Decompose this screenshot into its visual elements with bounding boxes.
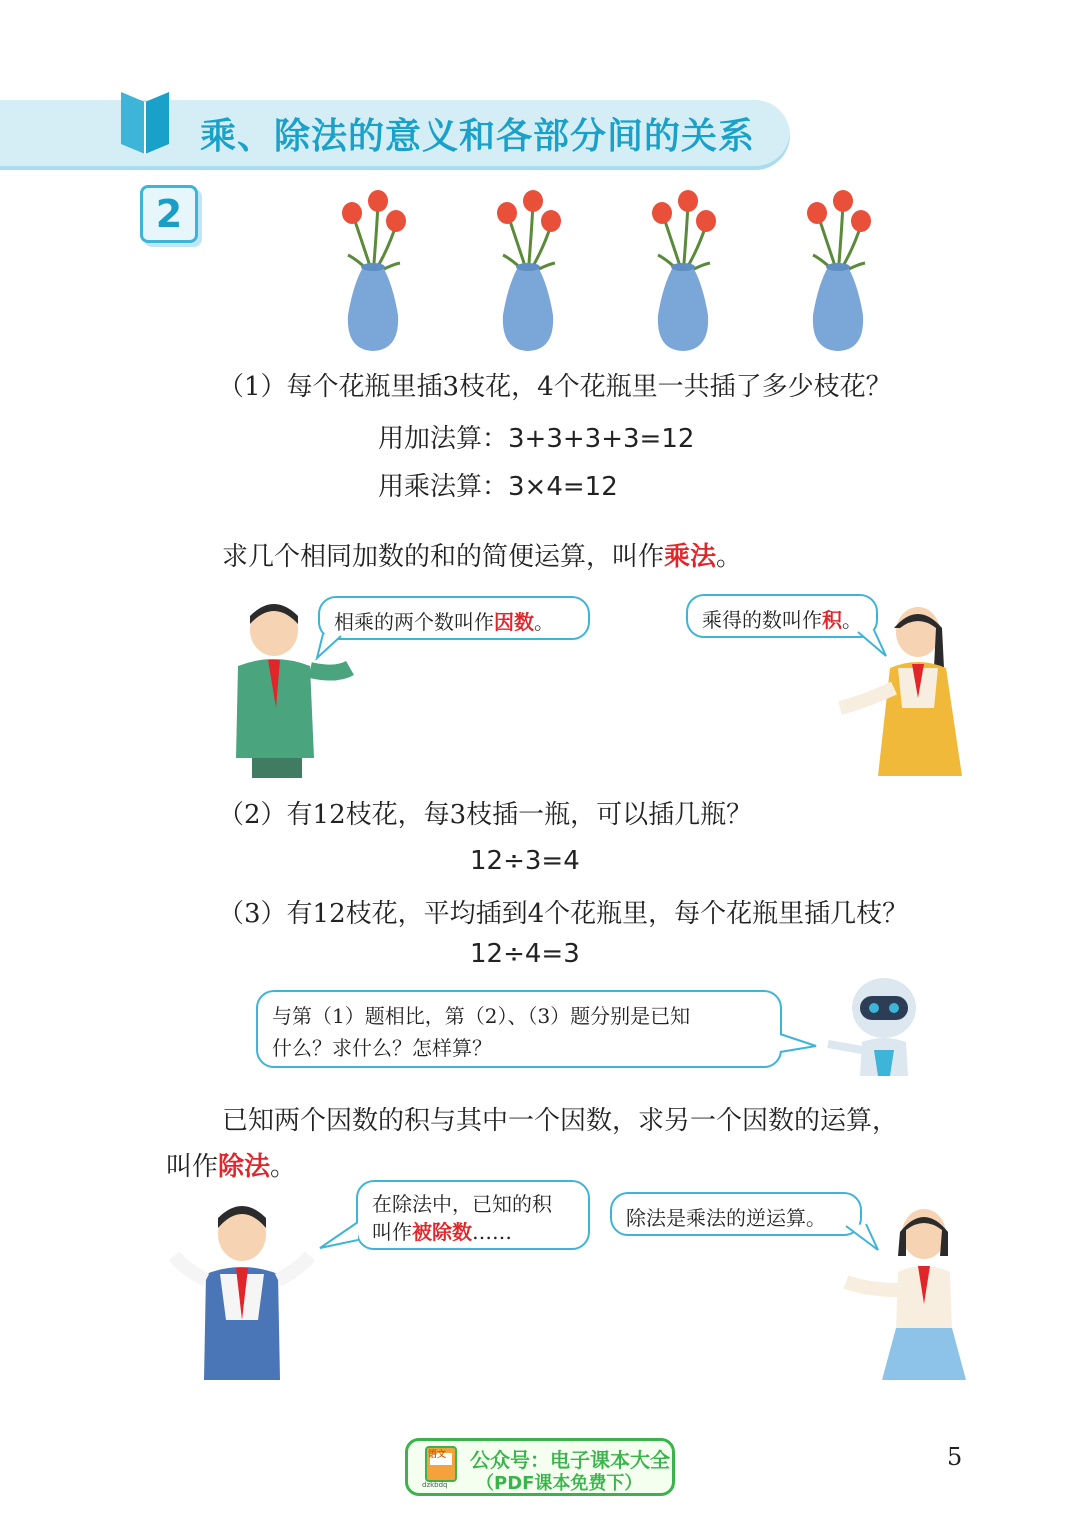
bubble-punct: 。 <box>842 608 862 632</box>
multiplication-expression: 3×4=12 <box>508 472 618 502</box>
division-definition-line2 <box>166 1146 296 1183</box>
girl-illustration <box>834 598 964 778</box>
bubble-line <box>372 1218 574 1246</box>
watermark-badge <box>405 1438 675 1496</box>
bubble-text: 相乘的两个数叫作 <box>334 610 494 634</box>
bubble-punct: …… <box>472 1220 512 1244</box>
multiplication-definition <box>222 536 742 573</box>
term-factor: 因数 <box>494 610 534 634</box>
page-number: 5 <box>947 1443 963 1471</box>
bubble-tail <box>318 1216 358 1256</box>
bubble-tail <box>778 1026 818 1066</box>
q3-expression: 12÷4=3 <box>470 939 580 969</box>
q2-expression: 12÷3=4 <box>470 846 580 876</box>
division-definition-line1: 已知两个因数的积与其中一个因数，求另一个因数的运算， <box>222 1106 899 1136</box>
speech-bubble-robot <box>256 990 782 1068</box>
watermark-line1: 公众号：电子课本大全 <box>470 1448 670 1472</box>
term-product: 积 <box>822 608 842 632</box>
watermark-icon-text: 语文 <box>428 1450 447 1460</box>
definition-text: 求几个相同加数的和的简便运算，叫作 <box>222 542 665 572</box>
bubble-line: 什么？求什么？怎样算？ <box>272 1036 492 1060</box>
term-dividend: 被除数 <box>412 1220 472 1244</box>
bubble-punct: 。 <box>534 610 554 634</box>
term-division: 除法 <box>218 1152 271 1182</box>
flower-vase-illustration <box>793 185 883 355</box>
speech-bubble-dividend <box>356 1180 590 1250</box>
question-2: （2）有12枝花，每3枝插一瓶，可以插几瓶？ <box>218 800 753 830</box>
girl-illustration <box>838 1200 968 1380</box>
term-multiplication: 乘法 <box>664 542 717 572</box>
flower-vase-illustration <box>483 185 573 355</box>
addition-line <box>378 418 694 455</box>
multiplication-label: 用乘法算： <box>378 472 509 502</box>
addition-expression: 3+3+3+3=12 <box>508 424 695 454</box>
example-number: 2 <box>140 185 198 243</box>
definition-punct: 。 <box>270 1152 297 1182</box>
flower-vase-illustration <box>638 185 728 355</box>
speech-bubble-inverse: 除法是乘法的逆运算。 <box>610 1192 862 1236</box>
question-3: （3）有12枝花，平均插到4个花瓶里，每个花瓶里插几枝？ <box>218 899 909 929</box>
bubble-line: 与第（1）题相比，第（2）、（3）题分别是已知 <box>272 1004 691 1028</box>
section-title: 乘、除法的意义和各部分间的关系 <box>200 116 756 157</box>
speech-bubble-factors <box>318 596 590 640</box>
question-1: （1）每个花瓶里插3枝花，4个花瓶里一共插了多少枝花？ <box>218 372 892 402</box>
watermark-icon-sub: dzkbdq <box>422 1481 448 1489</box>
boy-illustration <box>168 1200 318 1380</box>
boy-illustration <box>218 598 358 778</box>
bubble-line: 在除法中，已知的积 <box>372 1192 552 1216</box>
flower-vase-illustration <box>328 185 418 355</box>
definition-punct: 。 <box>716 542 743 572</box>
addition-label: 用加法算： <box>378 424 509 454</box>
bubble-text: 乘得的数叫作 <box>702 608 822 632</box>
multiplication-line <box>378 466 618 503</box>
bubble-text: 叫作 <box>372 1220 412 1244</box>
open-book-icon <box>115 88 175 156</box>
definition-text: 叫作 <box>166 1152 219 1182</box>
watermark-line2: （PDF课本免费下） <box>476 1473 643 1494</box>
robot-illustration <box>822 972 922 1076</box>
